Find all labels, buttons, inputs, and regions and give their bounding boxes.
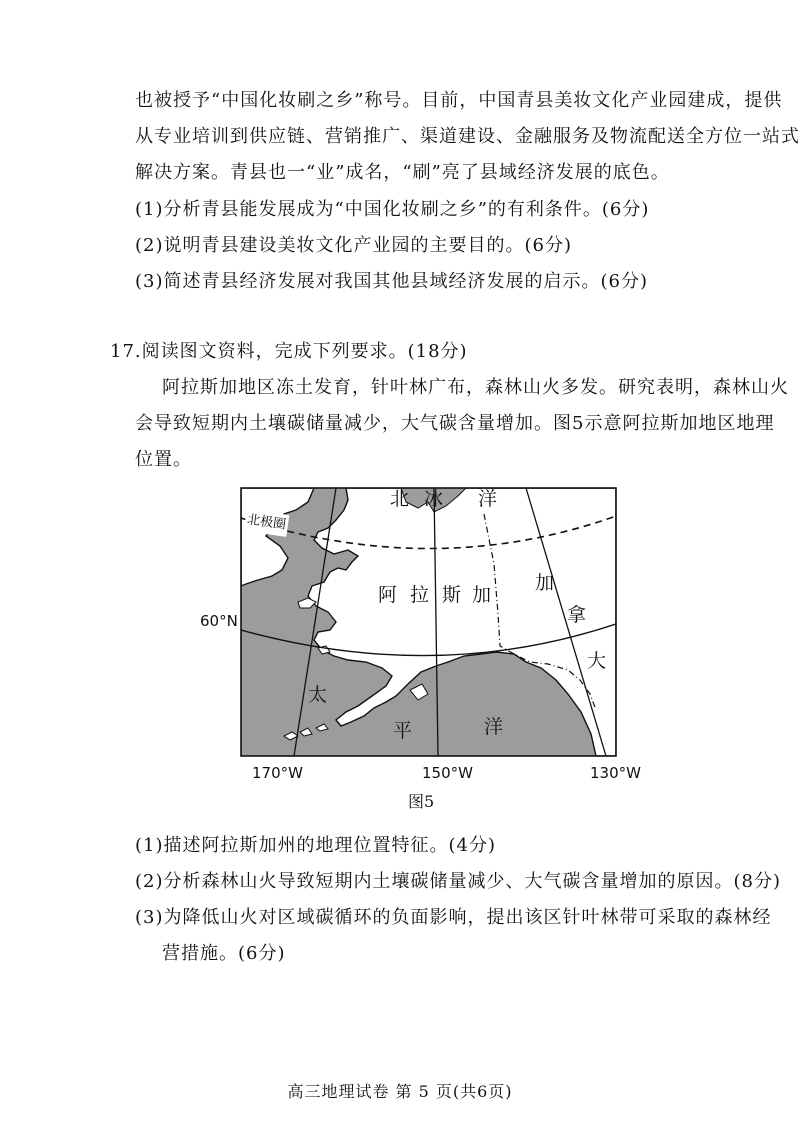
q17-sub-question-3: (3)为降低山火对区域碳循环的负面影响，提出该区针叶林带可采取的森林经 — [135, 907, 772, 928]
canada-label-2: 拿 — [567, 604, 587, 626]
arctic-ocean-label-2: 冰 — [424, 488, 444, 510]
canada-label-3: 大 — [587, 650, 607, 672]
question-17-intro-line-2: 会导致短期内土壤碳储量减少，大气碳含量增加。图5示意阿拉斯加地区地理 — [135, 413, 775, 434]
arctic-ocean-label-3: 洋 — [478, 488, 498, 510]
pacific-label-1: 太 — [308, 684, 328, 706]
pacific-label-3: 洋 — [484, 716, 504, 738]
prev-sub-question-1: (1)分析青县能发展成为“中国化妆刷之乡”的有利条件。(6分) — [135, 199, 650, 220]
prev-sub-question-2: (2)说明青县建设美妆文化产业园的主要目的。(6分) — [135, 235, 572, 256]
alaska-location-map — [196, 484, 656, 784]
pacific-label-2: 平 — [393, 720, 413, 742]
question-17-header: 17.阅读图文资料，完成下列要求。(18分) — [110, 341, 468, 362]
prev-question-line-2: 从专业培训到供应链、营销推广、渠道建设、金融服务及物流配送全方位一站式 — [135, 126, 800, 147]
arctic-circle-label: 北极圈 — [244, 509, 290, 537]
question-17-intro-line-3: 位置。 — [135, 449, 192, 470]
lon-170w-label: 170°W — [252, 764, 303, 782]
figure-caption: 图5 — [408, 792, 435, 811]
prev-question-line-3: 解决方案。青县也一“业”成名，“刷”亮了县域经济发展的底色。 — [135, 162, 670, 183]
alaska-label-2: 拉 — [410, 584, 430, 606]
canada-label-1: 加 — [535, 572, 555, 594]
lon-150w-label: 150°W — [422, 764, 473, 782]
arctic-ocean-label-1: 北 — [390, 488, 410, 510]
alaska-label-3: 斯 — [442, 584, 462, 606]
q17-sub-question-3-cont: 营措施。(6分) — [162, 943, 286, 964]
question-17-intro-line-1: 阿拉斯加地区冻土发育，针叶林广布，森林山火多发。研究表明，森林山火 — [162, 377, 789, 398]
q17-sub-question-2: (2)分析森林山火导致短期内土壤碳储量减少、大气碳含量增加的原因。(8分) — [135, 871, 781, 892]
alaska-label-1: 阿 — [378, 584, 398, 606]
alaska-label-4: 加 — [472, 584, 492, 606]
prev-question-line-1: 也被授予“中国化妆刷之乡”称号。目前，中国青县美妆文化产业园建成，提供 — [135, 90, 783, 111]
lon-130w-label: 130°W — [590, 764, 641, 782]
q17-sub-question-1: (1)描述阿拉斯加州的地理位置特征。(4分) — [135, 835, 496, 856]
lat-60n-label: 60°N — [200, 612, 238, 630]
prev-sub-question-3: (3)简述青县经济发展对我国其他县域经济发展的启示。(6分) — [135, 271, 648, 292]
page-footer: 高三地理试卷 第 5 页(共6页) — [287, 1082, 513, 1101]
